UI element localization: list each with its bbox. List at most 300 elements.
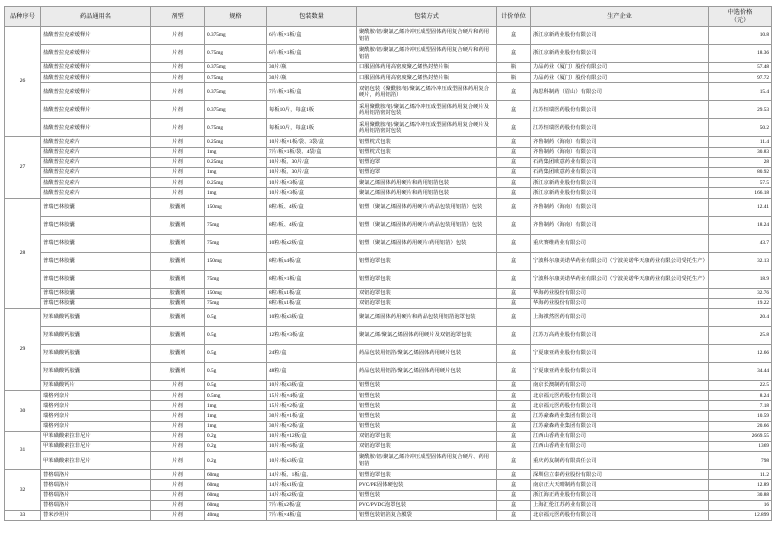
- cell-specification: 0.75mg: [205, 119, 267, 137]
- cell-drug-name: 盐酸普拉克索缓释片: [41, 119, 151, 137]
- cell-package-method: 口服固体药用高密度聚乙烯热封垫片瓶: [357, 73, 497, 83]
- cell-dosage-form: 片剂: [151, 119, 205, 137]
- cell-group-index: 29: [5, 308, 41, 390]
- cell-drug-name: 替格瑞洛片: [41, 490, 151, 500]
- table-row: [5, 101, 772, 119]
- cell-manufacturer: 南京长澳制药有限公司: [531, 380, 709, 390]
- cell-drug-name: 普瑞巴林胶囊: [41, 216, 151, 234]
- cell-pricing-unit: 瓶: [497, 63, 531, 73]
- cell-selected-price: 12.899: [709, 510, 772, 520]
- cell-specification: 75mg: [205, 270, 267, 288]
- cell-specification: 0.375mg: [205, 83, 267, 101]
- cell-drug-name: 替格瑞洛片: [41, 470, 151, 480]
- cell-dosage-form: 胶囊剂: [151, 234, 205, 252]
- cell-group-index: 27: [5, 137, 41, 198]
- cell-manufacturer: 江苏豪森药业集团有限公司: [531, 421, 709, 431]
- cell-drug-name: 盐酸普拉克索缓释片: [41, 73, 151, 83]
- cell-specification: 0.5g: [205, 344, 267, 362]
- cell-drug-name: 羟苯磺酸钙胶囊: [41, 362, 151, 380]
- cell-package-quantity: 10片/板×12板/盒: [267, 431, 357, 441]
- header-price-line2: （元）: [730, 16, 750, 24]
- cell-selected-price: 29.53: [709, 101, 772, 119]
- cell-drug-name: 瑞格列奈片: [41, 401, 151, 411]
- cell-package-method: 聚氯乙烯固体药用硬片和药用铝箔包装: [357, 188, 497, 198]
- cell-dosage-form: 胶囊剂: [151, 270, 205, 288]
- table-row: [5, 63, 772, 73]
- cell-manufacturer: 齐鲁制药（海南）有限公司: [531, 147, 709, 157]
- header-price-line1: 中选价格: [727, 9, 753, 17]
- cell-specification: 0.25mg: [205, 137, 267, 147]
- cell-pricing-unit: 盒: [497, 167, 531, 177]
- cell-pricing-unit: 盒: [497, 391, 531, 401]
- cell-package-quantity: 7片/板×1板/袋、4袋/盒: [267, 147, 357, 157]
- cell-dosage-form: 片剂: [151, 83, 205, 101]
- cell-drug-name: 甲苯磺酸索拉非尼片: [41, 452, 151, 470]
- cell-pricing-unit: 盒: [497, 362, 531, 380]
- cell-pricing-unit: 盒: [497, 442, 531, 452]
- header-row: [5, 7, 772, 27]
- cell-specification: 0.5g: [205, 326, 267, 344]
- cell-drug-name: 盐酸普拉克索缓释片: [41, 63, 151, 73]
- cell-drug-name: 瑞格列奈片: [41, 411, 151, 421]
- cell-specification: 0.25mg: [205, 157, 267, 167]
- cell-dosage-form: 片剂: [151, 401, 205, 411]
- cell-package-method: 铝塑包装: [357, 380, 497, 390]
- cell-dosage-form: 片剂: [151, 452, 205, 470]
- header-drug-name: 药品通用名: [41, 7, 151, 27]
- cell-specification: 75mg: [205, 298, 267, 308]
- cell-selected-price: 18.9: [709, 270, 772, 288]
- cell-package-quantity: 6片/板×1板/盒: [267, 27, 357, 45]
- header-selected-price: [709, 7, 772, 27]
- table-row: [5, 83, 772, 101]
- cell-dosage-form: 片剂: [151, 470, 205, 480]
- cell-specification: 0.75mg: [205, 45, 267, 63]
- cell-package-quantity: 30片/板×2板/盒: [267, 421, 357, 431]
- cell-pricing-unit: 盒: [497, 157, 531, 167]
- table-row: [5, 490, 772, 500]
- cell-group-index: 30: [5, 391, 41, 432]
- cell-specification: 1mg: [205, 411, 267, 421]
- cell-selected-price: 16: [709, 500, 772, 510]
- cell-manufacturer: 力品药业（厦门）股份有限公司: [531, 73, 709, 83]
- cell-package-quantity: 24粒/盒: [267, 344, 357, 362]
- cell-drug-name: 羟苯磺酸钙片: [41, 380, 151, 390]
- cell-selected-price: 19.22: [709, 298, 772, 308]
- cell-drug-name: 盐酸普拉克索缓释片: [41, 101, 151, 119]
- cell-package-quantity: 10粒/板x2板/盒: [267, 234, 357, 252]
- cell-dosage-form: 片剂: [151, 431, 205, 441]
- cell-dosage-form: 片剂: [151, 101, 205, 119]
- cell-package-quantity: 8粒/板、4板/盒: [267, 198, 357, 216]
- cell-drug-name: 替米沙坦片: [41, 510, 151, 520]
- cell-package-method: 铝塑泡罩: [357, 167, 497, 177]
- cell-dosage-form: 片剂: [151, 500, 205, 510]
- cell-dosage-form: 胶囊剂: [151, 252, 205, 270]
- cell-specification: 0.5g: [205, 308, 267, 326]
- cell-specification: 0.5mg: [205, 391, 267, 401]
- cell-manufacturer: 华海药业股份有限公司: [531, 298, 709, 308]
- cell-pricing-unit: 瓶: [497, 73, 531, 83]
- cell-package-method: 聚氯乙烯固体药用硬片和药用铝箔包装: [357, 178, 497, 188]
- cell-dosage-form: 片剂: [151, 391, 205, 401]
- cell-drug-name: 普瑞巴林胶囊: [41, 198, 151, 216]
- table-row: [5, 344, 772, 362]
- cell-package-method: 口服固体药用高密度聚乙烯热封垫片瓶: [357, 63, 497, 73]
- cell-package-method: 铝塑（聚氯乙烯固体药用硬片/药用铝箔）包装: [357, 234, 497, 252]
- cell-package-method: 铝塑包装: [357, 421, 497, 431]
- cell-manufacturer: 宁夏康亚药业股份有限公司: [531, 362, 709, 380]
- cell-package-method: 铝塑包装铝箔复合膜袋: [357, 510, 497, 520]
- cell-manufacturer: 北京福元医药股份有限公司: [531, 391, 709, 401]
- cell-manufacturer: 北京福元医药股份有限公司: [531, 510, 709, 520]
- table-row: [5, 288, 772, 298]
- cell-package-method: 采用聚酰胺/铝/聚氯乙烯冷冲压成型固体药用复合硬片及药用铝箔密封包装: [357, 119, 497, 137]
- cell-drug-name: 瑞格列奈片: [41, 421, 151, 431]
- cell-manufacturer: 江西山香药业有限公司: [531, 431, 709, 441]
- cell-package-quantity: 8粒/板x1板/盒: [267, 288, 357, 298]
- cell-package-quantity: 14片/板x1板/盒: [267, 480, 357, 490]
- cell-dosage-form: 胶囊剂: [151, 198, 205, 216]
- cell-pricing-unit: 盒: [497, 452, 531, 470]
- cell-specification: 0.2g: [205, 442, 267, 452]
- table-header: [5, 7, 772, 27]
- cell-specification: 75mg: [205, 234, 267, 252]
- cell-package-method: 铝塑泡罩包装: [357, 470, 497, 480]
- cell-drug-name: 羟苯磺酸钙胶囊: [41, 344, 151, 362]
- table-row: [5, 298, 772, 308]
- cell-pricing-unit: 盒: [497, 490, 531, 500]
- cell-selected-price: 10.59: [709, 411, 772, 421]
- cell-manufacturer: 重庆药友制药有限责任公司: [531, 452, 709, 470]
- cell-dosage-form: 片剂: [151, 167, 205, 177]
- cell-drug-name: 瑞格列奈片: [41, 391, 151, 401]
- cell-dosage-form: 片剂: [151, 442, 205, 452]
- cell-package-method: 聚酰胺/铝/聚氯乙烯冷冲压成型固体药用复合硬片和药用铝箔: [357, 27, 497, 45]
- cell-package-method: 铝塑枕式包装: [357, 147, 497, 157]
- cell-drug-name: 普瑞巴林胶囊: [41, 288, 151, 298]
- header-manufacturer: 生产企业: [531, 7, 709, 27]
- table-row: [5, 470, 772, 480]
- cell-specification: 0.75mg: [205, 73, 267, 83]
- cell-specification: 40mg: [205, 510, 267, 520]
- cell-package-quantity: 10片/板×3板/盒: [267, 178, 357, 188]
- cell-selected-price: 798: [709, 452, 772, 470]
- cell-package-quantity: 10片/板、30片/盒: [267, 167, 357, 177]
- table-row: [5, 216, 772, 234]
- cell-dosage-form: 片剂: [151, 63, 205, 73]
- cell-selected-price: 30.88: [709, 490, 772, 500]
- cell-specification: 75mg: [205, 216, 267, 234]
- cell-selected-price: 25.8: [709, 326, 772, 344]
- cell-dosage-form: 片剂: [151, 480, 205, 490]
- cell-specification: 1mg: [205, 147, 267, 157]
- cell-drug-name: 羟苯磺酸钙胶囊: [41, 326, 151, 344]
- cell-dosage-form: 片剂: [151, 73, 205, 83]
- cell-selected-price: 12.41: [709, 198, 772, 216]
- header-specification: 规格: [205, 7, 267, 27]
- table-row: [5, 147, 772, 157]
- cell-manufacturer: 江苏万高药业股份有限公司: [531, 326, 709, 344]
- cell-manufacturer: 宁波科尔康美诺华药业有限公司（宁波美诺华天康药业有限公司受托生产）: [531, 252, 709, 270]
- table-row: [5, 137, 772, 147]
- cell-package-method: 铝塑泡罩: [357, 157, 497, 167]
- cell-package-method: 聚氯乙烯固体药用硬片和药品包装用铝箔泡罩包装: [357, 308, 497, 326]
- cell-selected-price: 32.13: [709, 252, 772, 270]
- cell-selected-price: 32.76: [709, 288, 772, 298]
- cell-package-quantity: 7片/板x2板/盒: [267, 500, 357, 510]
- table-row: [5, 167, 772, 177]
- cell-pricing-unit: 盒: [497, 480, 531, 490]
- cell-package-quantity: 10片/板x3板/盒: [267, 380, 357, 390]
- cell-selected-price: 22.5: [709, 380, 772, 390]
- cell-package-quantity: 7片/板×4板/盒: [267, 510, 357, 520]
- cell-selected-price: 12.66: [709, 344, 772, 362]
- table-row: [5, 442, 772, 452]
- cell-specification: 60mg: [205, 470, 267, 480]
- cell-manufacturer: 北京福元医药股份有限公司: [531, 401, 709, 411]
- cell-specification: 0.2g: [205, 431, 267, 441]
- cell-drug-name: 普瑞巴林胶囊: [41, 234, 151, 252]
- cell-dosage-form: 胶囊剂: [151, 288, 205, 298]
- cell-dosage-form: 片剂: [151, 510, 205, 520]
- cell-package-method: 铝塑包装: [357, 411, 497, 421]
- cell-manufacturer: 浙江京新药业股份有限公司: [531, 188, 709, 198]
- cell-dosage-form: 片剂: [151, 411, 205, 421]
- cell-pricing-unit: 盒: [497, 500, 531, 510]
- cell-specification: 0.5g: [205, 362, 267, 380]
- cell-pricing-unit: 盒: [497, 27, 531, 45]
- header-dosage-form: 剂型: [151, 7, 205, 27]
- cell-dosage-form: 片剂: [151, 45, 205, 63]
- cell-pricing-unit: 盒: [497, 45, 531, 63]
- cell-drug-name: 盐酸普拉克索片: [41, 188, 151, 198]
- cell-manufacturer: 齐鲁制药（海南）有限公司: [531, 137, 709, 147]
- cell-manufacturer: 浙江京新药业股份有限公司: [531, 27, 709, 45]
- cell-manufacturer: 石药集团欧意药业有限公司: [531, 157, 709, 167]
- cell-pricing-unit: 盒: [497, 380, 531, 390]
- cell-package-quantity: 7片/板×1板/盒: [267, 83, 357, 101]
- cell-selected-price: 34.44: [709, 362, 772, 380]
- table-row: [5, 252, 772, 270]
- cell-package-method: 双铝包装（聚酰胺/铝/聚氯乙烯冷冲压成型固体药用复合硬片，药用铝箔）: [357, 83, 497, 101]
- cell-group-index: 33: [5, 510, 41, 520]
- drug-price-table: [4, 6, 772, 521]
- table-body: [5, 27, 772, 521]
- cell-pricing-unit: 盒: [497, 401, 531, 411]
- cell-dosage-form: 片剂: [151, 490, 205, 500]
- table-row: [5, 500, 772, 510]
- cell-dosage-form: 胶囊剂: [151, 344, 205, 362]
- cell-drug-name: 盐酸普拉克索缓释片: [41, 83, 151, 101]
- cell-manufacturer: 深圳信立泰药业股份有限公司: [531, 470, 709, 480]
- cell-manufacturer: 海思科制药（眉山）有限公司: [531, 83, 709, 101]
- cell-manufacturer: 浙江京新药业股份有限公司: [531, 45, 709, 63]
- cell-pricing-unit: 盒: [497, 234, 531, 252]
- cell-package-method: 铝塑包装: [357, 490, 497, 500]
- cell-package-method: PVC/PVDC泡罩包装: [357, 500, 497, 510]
- cell-drug-name: 替格瑞洛片: [41, 500, 151, 510]
- table-row: [5, 198, 772, 216]
- table-row: [5, 234, 772, 252]
- table-row: [5, 421, 772, 431]
- cell-pricing-unit: 盒: [497, 137, 531, 147]
- cell-pricing-unit: 盒: [497, 288, 531, 298]
- header-index: 品种序号: [5, 7, 41, 27]
- cell-dosage-form: 胶囊剂: [151, 216, 205, 234]
- cell-manufacturer: 重庆赛维药业有限公司: [531, 234, 709, 252]
- cell-selected-price: 8.24: [709, 391, 772, 401]
- table-row: [5, 188, 772, 198]
- cell-pricing-unit: 盒: [497, 198, 531, 216]
- cell-package-quantity: 48粒/盒: [267, 362, 357, 380]
- cell-selected-price: 80.92: [709, 167, 772, 177]
- cell-selected-price: 11.2: [709, 470, 772, 480]
- cell-selected-price: 18.36: [709, 45, 772, 63]
- cell-manufacturer: 南京正大天晴制药有限公司: [531, 480, 709, 490]
- cell-specification: 1mg: [205, 167, 267, 177]
- table-row: [5, 480, 772, 490]
- cell-selected-price: 97.72: [709, 73, 772, 83]
- cell-package-method: 铝塑包装: [357, 401, 497, 411]
- cell-manufacturer: 上海褀然医药有限公司: [531, 308, 709, 326]
- cell-specification: 0.375mg: [205, 101, 267, 119]
- cell-selected-price: 15.4: [709, 83, 772, 101]
- cell-package-quantity: 6片/板×1板/盒: [267, 45, 357, 63]
- cell-group-index: 26: [5, 27, 41, 137]
- cell-pricing-unit: 盒: [497, 421, 531, 431]
- cell-group-index: 28: [5, 198, 41, 308]
- cell-specification: 150mg: [205, 198, 267, 216]
- cell-package-quantity: 每板10片，每盒1板: [267, 101, 357, 119]
- table-row: [5, 27, 772, 45]
- cell-pricing-unit: 盒: [497, 101, 531, 119]
- cell-drug-name: 普瑞巴林胶囊: [41, 252, 151, 270]
- cell-package-quantity: 10片/板×6板/盒: [267, 442, 357, 452]
- cell-pricing-unit: 盒: [497, 411, 531, 421]
- cell-selected-price: 12.89: [709, 480, 772, 490]
- cell-specification: 0.375mg: [205, 63, 267, 73]
- cell-package-method: 药品包装用铝箔/聚氯乙烯固体药用硬片包装: [357, 344, 497, 362]
- cell-manufacturer: 石药集团欧意药业有限公司: [531, 167, 709, 177]
- cell-pricing-unit: 盒: [497, 119, 531, 137]
- cell-manufacturer: 江苏恒瑞医药股份有限公司: [531, 119, 709, 137]
- cell-dosage-form: 片剂: [151, 188, 205, 198]
- cell-dosage-form: 片剂: [151, 137, 205, 147]
- cell-selected-price: 166.18: [709, 188, 772, 198]
- cell-specification: 60mg: [205, 500, 267, 510]
- cell-manufacturer: 齐鲁制药（海南）有限公司: [531, 216, 709, 234]
- table-row: [5, 119, 772, 137]
- cell-package-quantity: 8粒/板×1板/盒: [267, 270, 357, 288]
- cell-package-quantity: 10片/板×1板/袋、3袋/盒: [267, 137, 357, 147]
- table-row: [5, 431, 772, 441]
- cell-drug-name: 普瑞巴林胶囊: [41, 298, 151, 308]
- cell-manufacturer: 上海汇伦江苏药业有限公司: [531, 500, 709, 510]
- cell-pricing-unit: 盒: [497, 510, 531, 520]
- cell-selected-price: 18.24: [709, 216, 772, 234]
- cell-specification: 1mg: [205, 188, 267, 198]
- cell-dosage-form: 片剂: [151, 157, 205, 167]
- cell-package-quantity: 30片/板×1板/盒: [267, 411, 357, 421]
- cell-specification: 60mg: [205, 480, 267, 490]
- cell-package-quantity: 8粒/板x4板/盒: [267, 252, 357, 270]
- cell-manufacturer: 江苏恒瑞医药股份有限公司: [531, 101, 709, 119]
- cell-package-method: 铝塑（聚氯乙烯固体药用硬片/药品包装用铝箔）包装: [357, 198, 497, 216]
- cell-drug-name: 盐酸普拉克索缓释片: [41, 45, 151, 63]
- cell-package-quantity: 30片/瓶: [267, 73, 357, 83]
- table-row: [5, 308, 772, 326]
- cell-group-index: 31: [5, 431, 41, 469]
- cell-package-method: PVC/PE固体硬包装: [357, 480, 497, 490]
- cell-package-quantity: 8粒/板、4板/盒: [267, 216, 357, 234]
- cell-pricing-unit: 盒: [497, 298, 531, 308]
- cell-selected-price: 20.66: [709, 421, 772, 431]
- cell-specification: 1mg: [205, 421, 267, 431]
- cell-package-quantity: 10片/板、30片/盒: [267, 157, 357, 167]
- cell-manufacturer: 齐鲁制药（海南）有限公司: [531, 198, 709, 216]
- table-row: [5, 45, 772, 63]
- cell-drug-name: 普瑞巴林胶囊: [41, 270, 151, 288]
- cell-specification: 0.2g: [205, 452, 267, 470]
- cell-manufacturer: 宁波科尔康美诺华药业有限公司（宁波美诺华天康药业有限公司受托生产）: [531, 270, 709, 288]
- cell-selected-price: 43.7: [709, 234, 772, 252]
- cell-specification: 60mg: [205, 490, 267, 500]
- table-row: [5, 157, 772, 167]
- cell-package-quantity: 15片/板×2板/盒: [267, 401, 357, 411]
- cell-dosage-form: 胶囊剂: [151, 308, 205, 326]
- cell-pricing-unit: 盒: [497, 252, 531, 270]
- cell-specification: 1mg: [205, 401, 267, 411]
- cell-manufacturer: 华海药业股份有限公司: [531, 288, 709, 298]
- cell-selected-price: 20.4: [709, 308, 772, 326]
- cell-package-quantity: 12粒/板×3板/盒: [267, 326, 357, 344]
- cell-package-quantity: 每板10片，每盒1板: [267, 119, 357, 137]
- table-row: [5, 411, 772, 421]
- cell-manufacturer: 江西山香药业有限公司: [531, 442, 709, 452]
- cell-package-method: 铝塑泡罩包装: [357, 270, 497, 288]
- cell-dosage-form: 胶囊剂: [151, 298, 205, 308]
- cell-selected-price: 2669.55: [709, 431, 772, 441]
- cell-selected-price: 57.48: [709, 63, 772, 73]
- cell-specification: 150mg: [205, 288, 267, 298]
- table-row: [5, 270, 772, 288]
- cell-pricing-unit: 盒: [497, 178, 531, 188]
- cell-package-method: 采用聚酰胺/铝/聚氯乙烯冷冲压成型固体药用复合硬片及药用铝箔密封包装: [357, 101, 497, 119]
- cell-package-method: 双铝泡罩包装: [357, 298, 497, 308]
- cell-package-method: 双铝泡罩包装: [357, 442, 497, 452]
- cell-drug-name: 甲苯磺酸索拉非尼片: [41, 442, 151, 452]
- table-row: [5, 326, 772, 344]
- cell-specification: 0.5g: [205, 380, 267, 390]
- table-row: [5, 362, 772, 380]
- cell-drug-name: 盐酸普拉克索片: [41, 167, 151, 177]
- cell-drug-name: 盐酸普拉克索片: [41, 178, 151, 188]
- table-row: [5, 391, 772, 401]
- cell-pricing-unit: 盒: [497, 147, 531, 157]
- cell-drug-name: 盐酸普拉克索缓释片: [41, 27, 151, 45]
- cell-manufacturer: 浙江京新药业股份有限公司: [531, 178, 709, 188]
- cell-selected-price: 30.83: [709, 147, 772, 157]
- cell-specification: 0.375mg: [205, 27, 267, 45]
- header-package-quantity: 包装数量: [267, 7, 357, 27]
- cell-dosage-form: 片剂: [151, 178, 205, 188]
- cell-dosage-form: 胶囊剂: [151, 326, 205, 344]
- cell-pricing-unit: 盒: [497, 470, 531, 480]
- cell-package-quantity: 30片/瓶: [267, 63, 357, 73]
- cell-pricing-unit: 盒: [497, 308, 531, 326]
- cell-pricing-unit: 盒: [497, 216, 531, 234]
